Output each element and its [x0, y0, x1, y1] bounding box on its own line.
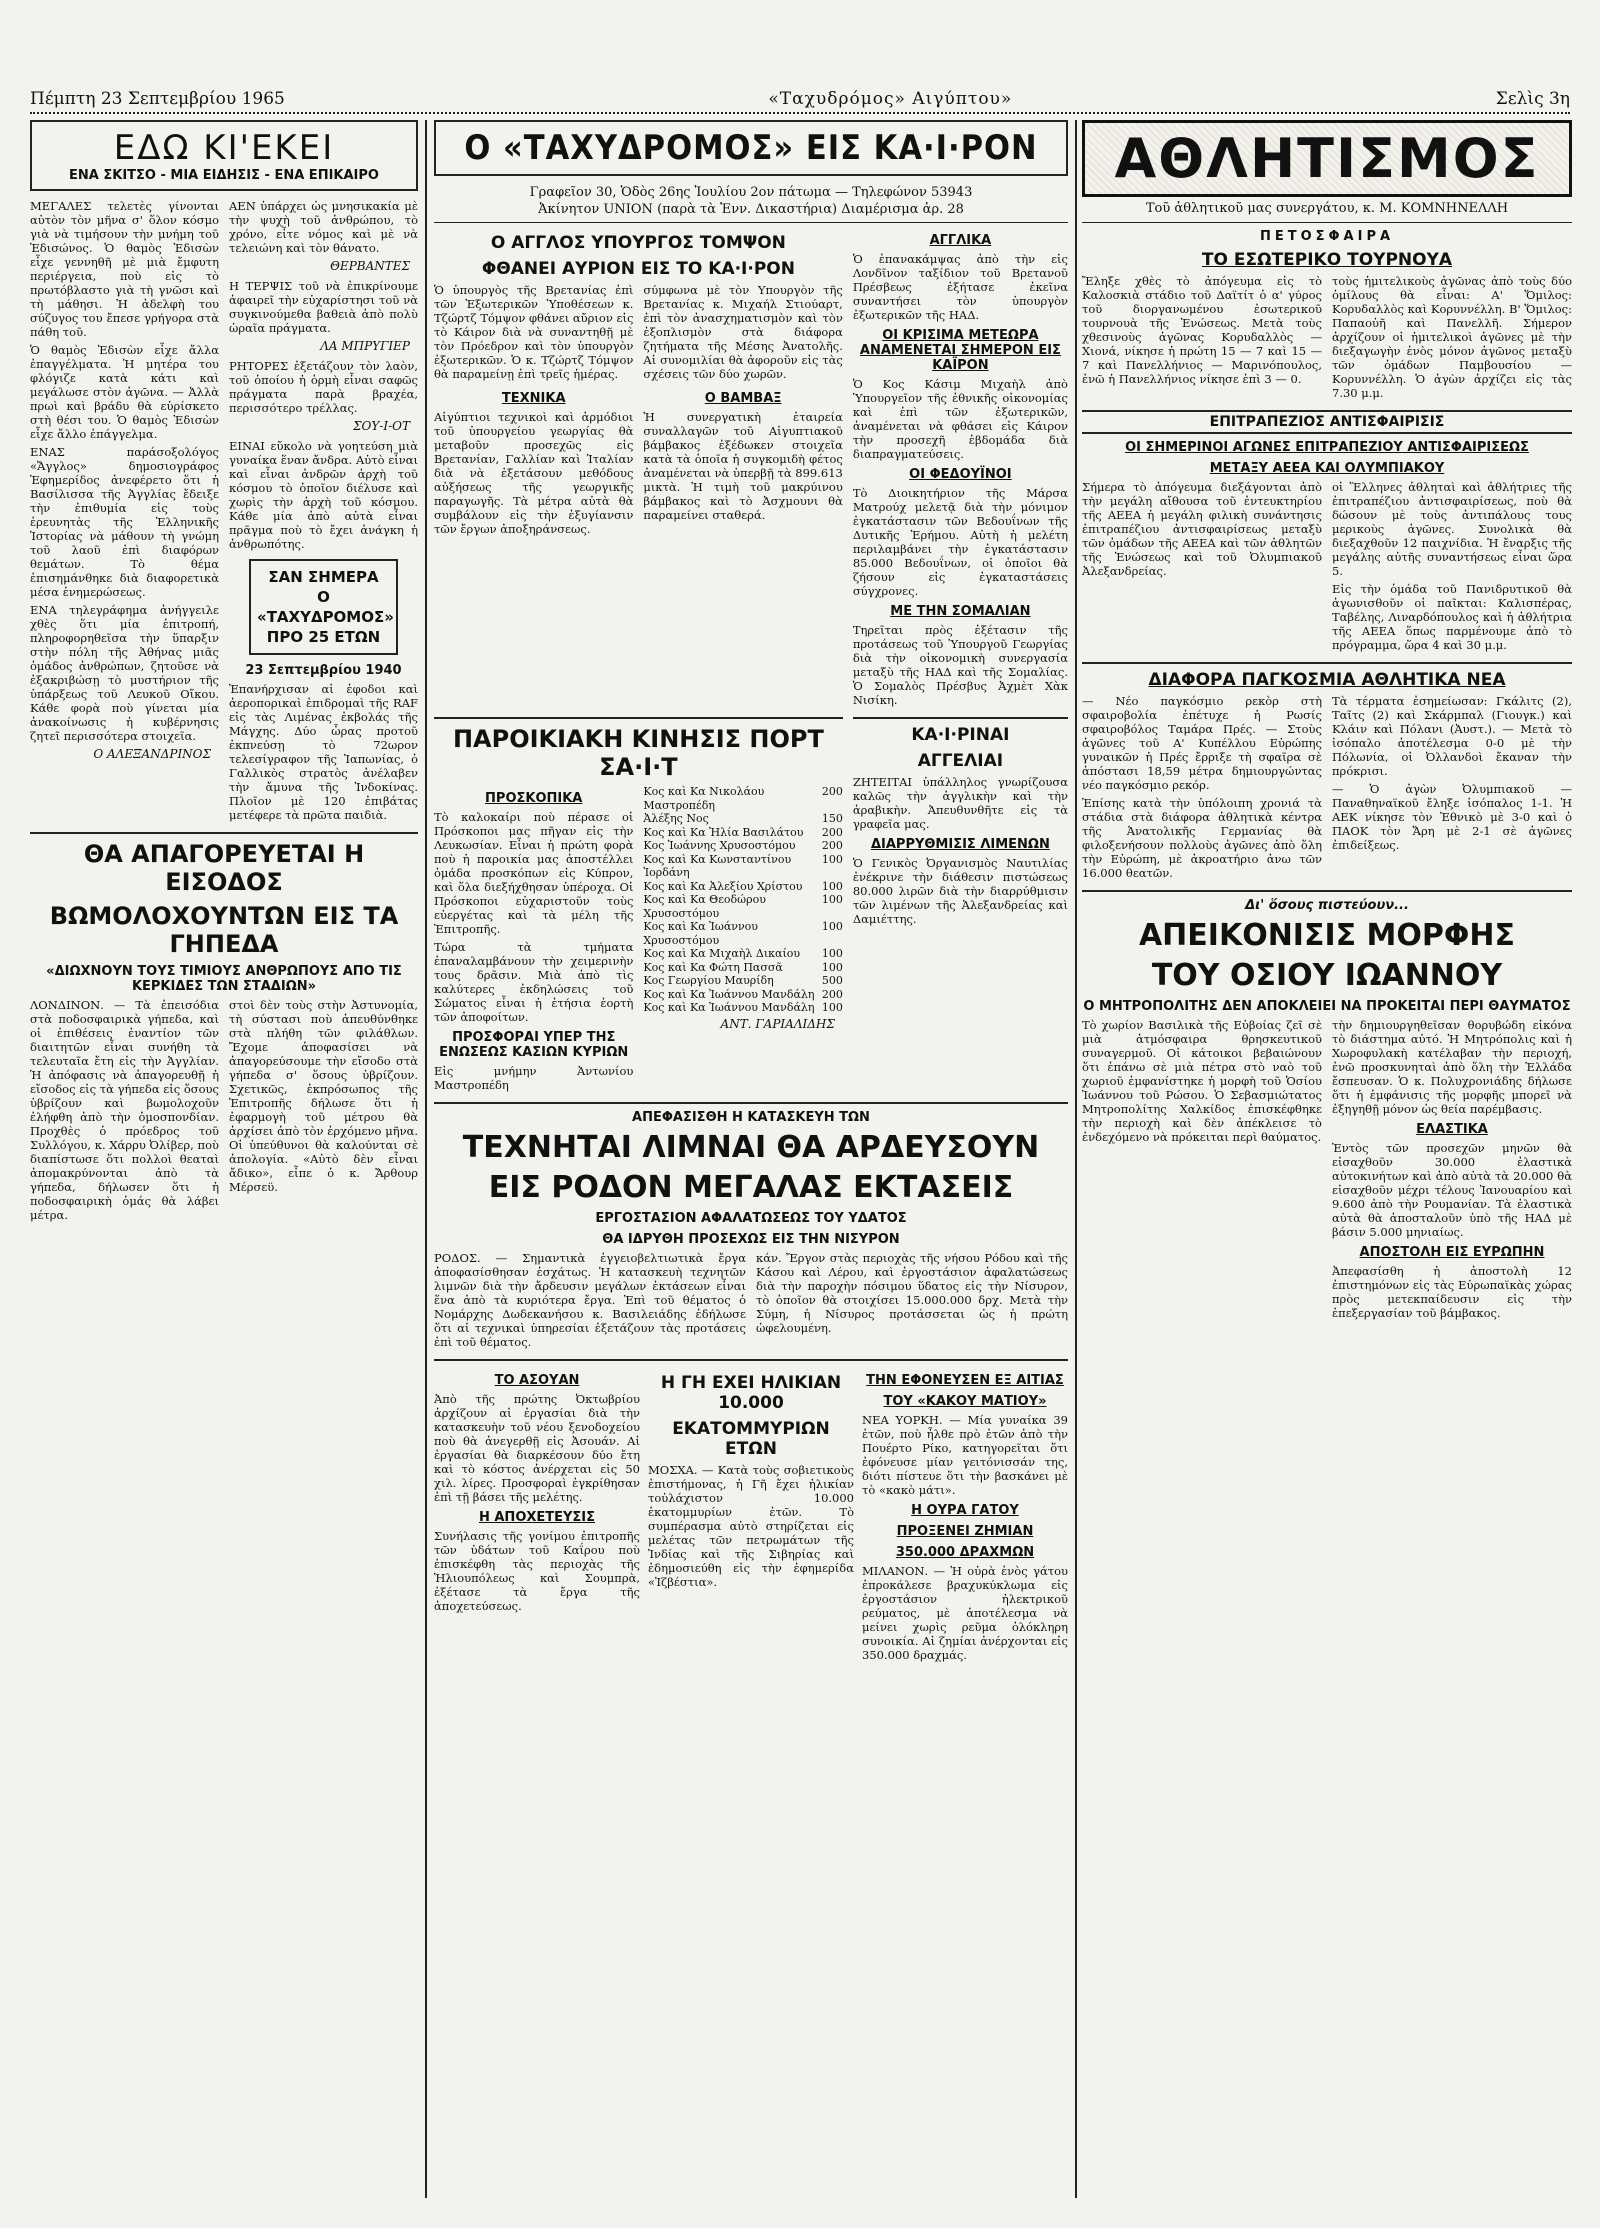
- angel-headline: Ο ΑΓΓΛΟΣ ΥΠΟΥΡΓΟΣ ΤΟΜΨΟΝ: [490, 233, 786, 253]
- section-rule: [434, 222, 1068, 223]
- donation-row: [643, 974, 842, 988]
- edo-paragraph: ΕΝΑ τηλεγράφημα ἀνήγγειλε χθὲς ὅτι μία ἐπιτροπή, πληροφορηθεῖσα τὴν ὕπαρξιν στὴν πόλη τῆς Ἀθήνας μιᾶς ὁμάδος ἀνθρώπων, ζητοῦσε νὰ ἐξακριβώσῃ τὸ μυστήριον τῆς ὑπάρξεως τοῦ Λευκοῦ Οἴκου. Κάθε φορὰ ποὺ γίνεται μία ἀνακοίνωσις ἡ κυβέρνησις ζητεῖ περισσότερα στοιχεῖα.: [30, 603, 219, 743]
- edo-paragraph: ΜΕΓΑΛΕΣ τελετὲς γίνονται αὐτὸν τὸν μῆνα σ' ὅλον κόσμο γιὰ νὰ τιμήσουν τὴν μνήμη τοῦ Ἐδισώνος. Ὁ θαμὸς Ἐδισὼν εἶχε γεννηθῆ μὲ μιὰ ἔμφυτη περιέργεια, ποὺ εἰς τὸ πρωτόβλαστο γιὰ τὴ γνῶσι καὶ τὴ μάθησι. Ἡ ἀδελφὴ του σύζυγος του ἔπεσε γρήγορα στὰ πάθη τοῦ.: [30, 199, 219, 339]
- anniversary-line: Ο «ΤΑΧΥΔΡΟΜΟΣ»: [257, 588, 394, 626]
- masthead-box: [434, 120, 1068, 176]
- top-news: [434, 227, 1068, 711]
- edo-body: [30, 199, 418, 826]
- miracle-text: Τὸ χωρίον Βασιλικὰ τῆς Εὐβοίας ζεῖ σὲ μιὰ ἀτμόσφαιρα θρησκευτικοῦ συναγερμοῦ. Οἱ κάτοικοι βεβαιώνουν ὅτι ἐπάνω σὲ μιὰ πέτρα στὸ ναὸ τοῦ χωριοῦ ἐμφανίστηκε ἡ μορφὴ τοῦ Ὁσίου Ἰωάννου τοῦ Ρώσου. Ὁ Σεβασμιώτατος Μητροπολίτης Χαλκίδος ἐπισκέφθηκε τὴν περιοχὴ καὶ δὲν ἀπέκλεισε τὸ ἐνδεχόμενο νὰ πρόκειται περὶ θαύματος.: [1082, 1018, 1322, 1144]
- athletics-masthead: ΑΘΛΗΤΙΣΜΟΣ: [1082, 120, 1572, 197]
- apoxeteusis-text: Συνήλασις τῆς γονίμου ἐπιτροπῆς τῶν ὑδάτων τοῦ Καΐρου ποὺ ἐπισκέφθη τὰς περιοχὰς τῆς Ἡλιουπόλεως καὶ Σουμπρὰ, ἐξέτασε τὰ ἔργα τῆς ἀποχετεύσεως.: [434, 1529, 640, 1613]
- angliki-headline: ΑΓΓΛΙΚΑ: [929, 233, 992, 248]
- donor-name: Κος καὶ Κα Μιχαὴλ Δικαίου: [643, 947, 801, 960]
- column-left: [30, 120, 418, 2198]
- donation-row: [643, 853, 842, 880]
- donation-amount: 100: [821, 879, 843, 893]
- gi-headline: ΕΚΑΤΟΜΜΥΡΙΩΝ ΕΤΩΝ: [672, 1419, 830, 1459]
- fedouini-text: Τὸ Διοικητήριον τῆς Μάρσα Ματρούχ μελετᾷ διὰ τὴν μόνιμον ἐγκατάστασιν τῶν Βεδουΐνων τῆς Δυτικῆς Ἐρήμου. Αὐτὴ ἡ μελέτη περιλαμβάνει τὴν ἐγκατάστασιν 85.000 Βεδουΐνων, οἱ ὁποῖοι θὰ ζήσουν εἰς ἐγκαταστάσεις σύγχρονες.: [852, 486, 1068, 598]
- edo-title: ΕΔΩ ΚΙ'ΕΚΕΙ: [113, 128, 335, 168]
- anniversary-date: 23 Σεπτεμβρίου 1940: [245, 663, 402, 678]
- donations-intro: Εἰς μνήμην Ἀντωνίου Μαστροπέδη: [434, 1064, 634, 1092]
- europe-text: Ἀπεφασίσθη ἡ ἀποστολὴ 12 ἐπιστημόνων εἰς τὰς Εὐρωπαϊκὰς χώρας πρὸς μετεκπαίδευσιν εἰς τὴν ἐπεξεργασίαν τοῦ βάμβακος.: [1332, 1264, 1572, 1320]
- donor-name: Κος καὶ Κα Ἰωάννου Μανδάλη: [643, 1001, 815, 1014]
- pingpong-body: [1082, 480, 1572, 656]
- donor-name: Κος καὶ Κα Ἰωάννου Μανδάλη: [643, 987, 815, 1001]
- somalia-text: Τηρεῖται πρὸς ἐξέτασιν τῆς προτάσεως τοῦ Ὑπουργοῦ Γεωργίας διὰ τὴν οἰκονομικὴ συνεργασία μεταξὺ τῆς ΗΑΔ καὶ τῆς Σομαλίας. Ὁ Σομαλὸς Πρέσβυς Ἀχμὲτ Χὰκ Νισίκη.: [852, 623, 1068, 707]
- miracle-kicker: Δι' ὅσους πιστεύουν...: [1245, 898, 1409, 913]
- donation-amount: 100: [821, 960, 843, 974]
- fonefsen-headline: ΤΗΝ ΕΦΟΝΕΥΣΕΝ ΕΞ ΑΙΤΙΑΣ: [866, 1373, 1064, 1388]
- anniversary-text: Ἐπανήρχισαν αἱ ἐφοδοι καὶ ἀεροπορικαὶ ἐπιδρομαὶ τῆς RAF εἰς τὰς Λιμένας ἐκβολάς τῆς Μάγχης. Δύο ὧρας προτοῦ ἐκπνεύσῃ τὸ 72ωρον τελεσίγραφον τῆς Ἰαπωνίας, ὁ Γαλλικὸς στρατὸς ἀνέλαβεν τὴν ἄμυνα τῆς Ἰνδοκίνας. Πλοῖον μὲ 120 ἐπιβάτας μετέφερε τὰ πρῶτα παιδιὰ.: [229, 682, 418, 822]
- column-rule: [425, 120, 427, 2198]
- vamvaki-headline: Ο ΒΑΜΒΑΞ: [704, 391, 782, 406]
- donation-row: [643, 880, 842, 894]
- krisima-headline: ΟΙ ΚΡΙΣΙΜΑ ΜΕΤΕΩΡΑ ΑΝΑΜΕΝΕΤΑΙ ΣΗΜΕΡΟΝ ΕΙΣ ΚΑΪΡΟΝ: [859, 328, 1061, 373]
- miracle-subheadline: Ο ΜΗΤΡΟΠΟΛΙΤΗΣ ΔΕΝ ΑΠΟΚΛΕΙΕΙ ΝΑ ΠΡΟΚΕΙΤΑΙ ΠΕΡΙ ΘΑΥΜΑΤΟΣ: [1083, 999, 1571, 1014]
- column-right: [1082, 120, 1572, 2198]
- gi-headline: Η ΓΗ ΕΧΕΙ ΗΛΙΚΙΑΝ 10.000: [660, 1373, 842, 1413]
- donation-row: [643, 988, 842, 1002]
- pingpong-text: οἱ Ἕλληνες ἀθληταὶ καὶ ἀθλήτριες τῆς ἐπιτραπέζιου ἀντισφαιρίσεως, ποὺ θὰ δώσουν μὲ τοὺς ἀντιπάλους τους μερικοὺς ἀγῶνες. Συνολικὰ θὰ διεξαχθοῦν 12 παιχνίδια. Ἡ ἔναρξις τῆς μεγάλης αὐτῆς συναντήσεως εἶναι ὥρα 5.: [1332, 480, 1572, 578]
- donation-list: [643, 785, 842, 1015]
- header-date: Πέμπτη 23 Σεπτεμβρίου 1965: [30, 89, 285, 109]
- angel-text: Ὁ ὑπουργὸς τῆς Βρετανίας ἐπὶ τῶν Ἐξωτερικῶν Ὑποθέσεων κ. Τζώρτζ Τόμψον φθάνει αὔριον εἰς τὸ Κάιρον διὰ νὰ συναντηθῇ μὲ τὸν Πρόεδρον καὶ τὸν ὑπουργὸν ἐξωτερικῶν. Ὁ κ. Τζώρτζ Τόμψον θὰ παραμείνῃ ἐπὶ τρεῖς ἡμέρας.: [434, 283, 634, 381]
- athletics-byline: Τοῦ ἀθλητικοῦ μας συνεργάτου, κ. Μ. ΚΟΜΝΗΝΕΛΛΗ: [1145, 201, 1509, 216]
- quote-paragraph: ΑΕΝ ὑπάρχει ὡς μνησικακία μὲ τὴν ψυχὴ τοῦ ἀνθρώπου, τὸ χρόνο, εἶτε νόμος καὶ μὲ νὰ τελειώνη καὶ τὸν θάνατο.: [229, 199, 418, 255]
- limnai-kicker: ΑΠΕΦΑΣΙΣΘΗ Η ΚΑΤΑΣΚΕΥΗ ΤΩΝ: [632, 1110, 870, 1125]
- section-rule: [30, 832, 418, 834]
- proskopika-headline: ΠΡΟΣΚΟΠΙΚΑ: [485, 791, 583, 806]
- world-text: — Ὁ ἀγὼν Ὀλυμπιακοῦ — Παναθηναϊκοῦ ἔληξε ἰσόπαλος 1-1. Ἡ ΑΕΚ νίκησε τὸν Ἐθνικὸ μὲ 3-0 καὶ ὁ ΠΑΟΚ τὸν Ἄρη μὲ 2-1 σὲ ἀγῶνες ἐπιδείξεως.: [1332, 782, 1572, 852]
- limnai-headline: ΤΕΧΝΗΤΑΙ ΛΙΜΝΑΙ ΘΑ ΑΡΔΕΥΣΟΥΝ: [462, 1130, 1040, 1165]
- gatos-text: ΜΙΛΑΝΟΝ. — Ἡ οὐρὰ ἑνὸς γάτου ἐπροκάλεσε βραχυκύκλωμα εἰς ἐργοστάσιον ἠλεκτρικοῦ ρεύματος, μὲ ἀποτέλεσμα νὰ μείνει χωρὶς ρεῦμα ὁλόκληρη συνοικία. Αἱ ζημίαι ἀνέρχονται εἰς 350.000 δραχμάς.: [862, 1564, 1068, 1662]
- column-rule: [1075, 120, 1077, 2198]
- football-body: [1082, 274, 1572, 404]
- miracle-text: τὴν δημιουργηθεῖσαν θορυβώδη εἰκόνα τὸ διάστημα αὐτό. Ἡ Μητρόπολις καὶ ἡ Χωροφυλακὴ κατέλαβαν τὴν περιοχή, ἐνῶ προσκυνηταὶ ἀπὸ ὅλη τὴν Ἑλλάδα ἔσπευσαν. Ὁ κ. Πολυχρονιάδης δήλωσε ὅτι ἡ ἐμφάνισις τῆς μορφῆς μπορεῖ νὰ ἐξηγηθῇ μόνον ὡς θεία παρέμβασις.: [1332, 1018, 1572, 1116]
- donation-row: [643, 839, 842, 853]
- quote-paragraph: Η ΤΕΡΨΙΣ τοῦ νὰ ἐπικρίνουμε ἀφαιρεῖ τὴν εὐχαρίστησι τοῦ νὰ συγκινούμεθα βαθειὰ ἀπὸ πολὺ ὡραῖα πράγματα.: [229, 279, 418, 335]
- donation-amount: 150: [821, 812, 843, 825]
- gatos-headline: ΠΡΟΞΕΝΕΙ ΖΗΜΙΑΝ: [896, 1524, 1034, 1539]
- donor-name: Κος καὶ Κα Ἀλεξίου Χρίστου: [643, 879, 803, 893]
- edo-header-box: [30, 120, 418, 191]
- vamvaki-text: Ἡ συνεργατικὴ ἑταιρεία συναλλαγῶν τοῦ Αἰγυπτιακοῦ βάμβακος ἐξέδωκεν στοιχεῖα κατὰ τὰ ὁποῖα ἡ συγκομιδὴ φέτος ἀναμένεται νὰ ὑπερβῇ τὰ 899.613 μικτὰ. Ἡ τιμὴ τοῦ μακρύινου βάμβακος καὶ τὸ Ἀσχμουνι θὰ παραμείνει σταθερά.: [643, 410, 843, 522]
- world-headline: ΔΙΑΦΟΡΑ ΠΑΓΚΟΣΜΙΑ ΑΘΛΗΤΙΚΑ ΝΕΑ: [1148, 670, 1506, 690]
- anniversary-box: [249, 559, 398, 655]
- pingpong-kicker: ΕΠΙΤΡΑΠΕΖΙΟΣ ΑΝΤΙΣΦΑΙΡΙΣΙΣ: [1082, 410, 1572, 434]
- donor-name: Κος καὶ Κα Νικολάου Μαστροπέδη: [643, 785, 765, 812]
- running-header: [30, 86, 1570, 114]
- donation-amount: 100: [821, 852, 843, 866]
- angel-text: σύμφωνα μὲ τὸν Υπουργὸν τῆς Βρετανίας κ. Μιχαήλ Στιούαρτ, ἐπὶ τὸν ἀνασχηματισμὸν καὶ τὸν ἐξοπλισμὸν στὰ διάφορα ζητήματα τῆς Μέσης Ἀνατολῆς. Αἱ συνομιλίαι θὰ ἀφοροῦν εἰς τὰς σχέσεις τῶν δύο χωρῶν.: [643, 283, 843, 381]
- edo-signature: Ο ΑΛΕΞΑΝΔΡΙΝΟΣ: [93, 747, 211, 761]
- donation-amount: 500: [821, 974, 843, 987]
- asouan-text: Ἀπὸ τῆς πρώτης Ὀκτωβρίου ἀρχίζουν αἱ ἐργασίαι διὰ τὴν κατασκευὴν τοῦ νέου ξενοδοχείου ποὺ θὰ ἀνεγερθῇ εἰς Ἀσουάν. Αἱ ἐργασίαι θὰ διαρκέσουν δύο ἔτη καὶ τὸ κόστος ἀνέρχεται εἰς 50 χιλ. λίρες. Προσφοραὶ ἐγκρίθησαν ἐπὶ τῇ βάσει τῆς μελέτης.: [434, 1392, 640, 1504]
- kairini-text: ΖΗΤΕΙΤΑΙ ὑπάλληλος γνωρίζουσα καλῶς τὴν ἀγγλικὴν καὶ τὴν ἀραβικὴν. Ἀπευθυνθῆτε εἰς τὰ γραφεῖα μας.: [852, 775, 1068, 831]
- donation-amount: 200: [821, 825, 843, 839]
- fedouini-headline: ΟΙ ΦΕΔΟΥΪΝΟΙ: [909, 467, 1012, 482]
- world-text: Ἐπίσης κατὰ τὴν ὑπόλοιπη χρονιά τὰ στάδια στὰ διάφορα ἀθλητικὰ κέντρα τῆς Ἀνατολικῆς Γερμανίας θὰ φιλοξενήσουν πολλοὺς ἀγῶνες ἀπὸ ὅλη τὴν Εὐρώπη, μὲ ἀκροατήριο ἀνω τῶν 16.000 θεατῶν.: [1082, 796, 1322, 880]
- donation-row: [643, 920, 842, 947]
- donor-name: Κος καὶ Κα Φώτη Πασσᾶ: [643, 960, 783, 974]
- donation-row: [643, 1001, 842, 1015]
- quote-author: ΣΟΥ-Ι-ΟΤ: [353, 419, 410, 433]
- bottom-news: [434, 1367, 1068, 1666]
- paroikiaki-headline: ΠΑΡΟΙΚΙΑΚΗ ΚΙΝΗΣΙΣ ΠΟΡΤ ΣΑ·Ι·Τ: [452, 725, 824, 781]
- football-headline: ΤΟ ΕΣΩΤΕΡΙΚΟ ΤΟΥΡΝΟΥΑ: [1201, 250, 1453, 270]
- column-center: [434, 120, 1068, 2198]
- donor-name: Κος καὶ Κα Ἠλία Βασιλάτου: [643, 825, 804, 839]
- quote-author: ΘΕΡΒΑΝΤΕΣ: [330, 259, 410, 273]
- stadium-subtitle: «ΔΙΩΧΝΟΥΝ ΤΟΥΣ ΤΙΜΙΟΥΣ ΑΝΘΡΩΠΟΥΣ ΑΠΟ ΤΙΣ ΚΕΡΚΙΔΕΣ ΤΩΝ ΣΤΑΔΙΩΝ»: [46, 964, 402, 994]
- pingpong-text: Εἰς τὴν ὁμάδα τοῦ Πανιδρυτικοῦ θὰ ἀγωνισθοῦν οἱ παῖκται: Καλισπέρας, Ταβέλης, Λιναρδόπουλος καὶ ἡ ἀθλήτρια τῆς ΑΕΕΑ ὅπως παρμένουμε ἀπὸ τὸ πρόγραμμα, ὥρα 4 καὶ 30 μ.μ.: [1332, 582, 1572, 652]
- anniversary-line: ΣΑΝ ΣΗΜΕΡΑ: [268, 568, 379, 586]
- krisima-text: Ὁ Κος Κάσιμ Μιχαὴλ ἀπὸ Ὑπουργεῖον τῆς ἐθνικῆς οἰκονομίας καὶ ἐπὶ τῶν ἐξωτερικῶν, ἀναμένεται νὰ φθάσει εἰς Κάιρον τὴν προσεχῆ ἑβδομάδα διὰ διαπραγματεύσεις.: [852, 377, 1068, 461]
- donation-amount: 200: [821, 785, 843, 798]
- donation-row: [643, 812, 842, 826]
- technika-headline: ΤΕΧΝΙΚΑ: [501, 391, 566, 406]
- limnai-body: [434, 1251, 1068, 1353]
- middle-news: [434, 711, 1068, 1096]
- pingpong-text: Σήμερα τὸ ἀπόγευμα διεξάγονται ἀπὸ τὴν μεγάλη αἴθουσα τοῦ ἐντευκτηρίου τῆς ΑΕΕΑ ἡ μεγάλη φιλικὴ συνάντησις ἐπιτραπέζιου ἀντισφαιρίσεως μεταξὺ τῶν ὁμάδων τῆς ΑΕΕΑ καὶ τῶν ἀθλητῶν τῆς Ἑνώσεως καὶ τοῦ Ὀλυμπιακοῦ Ἀλεξανδρείας.: [1082, 480, 1322, 578]
- limenes-headline: ΔΙΑΡΡΥΘΜΙΣΙΣ ΛΙΜΕΝΩΝ: [870, 837, 1050, 852]
- masthead-title: Ο «ΤΑΧΥΔΡΟΜΟΣ» ΕΙΣ ΚΑ·Ι·ΡΟΝ: [464, 128, 1038, 168]
- football-text: τοὺς ἡμιτελικοὺς ἀγῶνας ἀπὸ τοὺς δύο ὁμίλους θὰ εἶναι: Α' Ὅμιλος: Κορυδαλλὸς καὶ Κορυννέλλη. Β' Ὅμιλος: Παπαοὐῆ καὶ Πανελλῆ. Σήμερον ἀρχίζουν οἱ ἡμιτελικοὶ ἀγῶνες μὲ τὴν διεξαγωγὴν ἑνὸς μόνον ἀγῶνος μεταξὺ τῶν ὁμάδων Παμβουσίου — Κορυννέλλη. Ὁ ἀγὼν ἀρχίζει εἰς τὰς 7.30 μ.μ.: [1332, 274, 1572, 400]
- stadium-text: ΛΟΝΔΙΝΟΝ. — Τὰ ἐπεισόδια στὰ ποδοσφαιρικὰ γήπεδα, καὶ οἱ ἐπιθέσεις ἐναντίον τῶν διαιτητῶν εἶναι συνήθη τὰ τελευταῖα ἔτη εἰς τὴν Ἀγγλίαν. Ἡ ἀπόφασις νὰ ἀπαγορευθῇ ἡ εἴσοδος εἰς τὰ γήπεδα εἰς ὅσους ὑβρίζουν καὶ βωμολοχοῦν ἐλήφθη ἀπὸ τὴν ὁμοσπονδίαν. Προχθὲς ὁ πρόεδρος τοῦ Συλλόγου, κ. Χάρρυ Ὀλίβερ, ποὺ διαπίστωσε ὅτι πολλοὶ θεαταὶ ἀπομακρύνονται ἀπὸ τὰ γήπεδα, δήλωσεν ὅτι ἡ ποδοσφαιρικὴ ὁμάς θὰ λάβει μέτρα.: [30, 998, 219, 1222]
- limnai-subheadline: ΘΑ ΙΔΡΥΘΗ ΠΡΟΣΕΧΩΣ ΕΙΣ ΤΗΝ ΝΙΣΥΡΟΝ: [602, 1232, 900, 1247]
- quote-author: ΛΑ ΜΠΡΥΓΙΕΡ: [320, 339, 410, 353]
- kairini-headline: ΑΓΓΕΛΙΑΙ: [917, 751, 1004, 771]
- donation-row: [643, 785, 842, 812]
- masthead-address: Ἀκίνητον UNION (παρὰ τὰ Ἐνν. Δικαστήρια) Διαμέρισμα ἀρ. 28: [538, 202, 964, 217]
- donor-name: Κος Ἰωάννης Χρυσοστόμου: [643, 839, 796, 852]
- donor-name: Κος καὶ Κα Θεοδώρου Χρυσοστόμου: [643, 893, 766, 920]
- asouan-headline: ΤΟ ΑΣΟΥΑΝ: [494, 1373, 580, 1388]
- gatos-headline: Η ΟΥΡΑ ΓΑΤΟΥ: [911, 1503, 1019, 1518]
- football-text: Ἔληξε χθὲς τὸ ἀπόγευμα εἰς τὸ Καλοσκιὰ στάδιο τοῦ Δαϊτίτ ὁ α' γύρος τοῦ διοργανωμένου ἐσωτερικοῦ τουρνουὰ τῆς Ἑνώσεως. Μετὰ τοὺς χθεσινοὺς ἀγῶνας Κορυδαλλὸς — Χιονά, νίκησε ἡ πρώτη 15 — 7 καὶ 15 — 7 καὶ Πανελλήνιος — Μαρινόπουλος, ἐνῶ ἡ Πανελλήνιος νίκησε ἐπὶ 3 — 0.: [1082, 274, 1322, 386]
- angel-headline: ΦΘΑΝΕΙ ΑΥΡΙΟΝ ΕΙΣ ΤΟ ΚΑ·Ι·ΡΟΝ: [481, 259, 795, 279]
- stadium-headline: ΒΩΜΟΛΟΧΟΥΝΤΩΝ ΕΙΣ ΤΑ ΓΗΠΕΔΑ: [49, 902, 399, 958]
- stadium-headline: ΘΑ ΑΠΑΓΟΡΕΥΕΤΑΙ Η ΕΙΣΟΔΟΣ: [83, 840, 365, 896]
- limnai-subheadline: ΕΡΓΟΣΤΑΣΙΟΝ ΑΦΑΛΑΤΩΣΕΩΣ ΤΟΥ ΥΔΑΤΟΣ: [595, 1211, 907, 1226]
- donation-amount: 100: [821, 1001, 843, 1014]
- miracle-body: [1082, 1018, 1572, 1324]
- edo-subtitle: ΕΝΑ ΣΚΙΤΣΟ - ΜΙΑ ΕΙΔΗΣΙΣ - ΕΝΑ ΕΠΙΚΑΙΡΟ: [69, 168, 379, 183]
- limnai-text: ΡΟΔΟΣ. — Σημαντικὰ ἐγγειοβελτιωτικὰ ἔργα ἀποφασίσθησαν ἐσχάτως. Ἡ κατασκευὴ τεχνητῶν λιμνῶν διὰ τὴν ἄρδευσιν μεγάλων ἐκτάσεων εἶναι ἕνα ἀπὸ τὰ κυριότερα ἔργα. Ἐπὶ τοῦ θέματος ὁ Νομάρχης Δωδεκανήσου κ. Βασιλειάδης ἐδήλωσε ὅτι αἱ τεχνικαὶ ὑπηρεσίαι ἐξετάζουν τὰς προτάσεις ἐπὶ τοῦ θέματος.: [434, 1251, 746, 1349]
- limnai-text: κάν. Ἔργον στὰς περιοχὰς τῆς νήσου Ρόδου καὶ τῆς Κάσου καὶ Λέρου, καὶ ἐργοστάσιον ἀφαλατώσεως διὰ τὴν παροχὴν πόσιμου ὕδατος εἰς τὴν Νίσυρον, τὸ ὁποῖον θὰ στοιχίσει 15.000.000 δρχ. Μετὰ τὴν Σύμη, ἡ Νίσυρος προτάσσεται ὡς ἡ πρώτη ὠφελουμένη.: [756, 1251, 1068, 1335]
- donation-row: [643, 893, 842, 920]
- edo-paragraph: Ὁ θαμὸς Ἐδισὼν εἶχε ἄλλα ἐπαγγέλματα. Ἡ μητέρα του φλόγιζε κατὰ κάτι καὶ μεγάλωσε στὸν ἀγῶνα. — Ἀλλὰ πρωὶ καὶ βράδυ θὰ εὑρίσκετο στὴ θέσι του. Ὁ θαμὸς Ἐδισὼν εἶχε ἄλλο ἐπάγγελμα.: [30, 343, 219, 441]
- apoxeteusis-headline: Η ΑΠΟΧΕΤΕΥΣΙΣ: [478, 1510, 596, 1525]
- anniversary-line: ΠΡΟ 25 ΕΤΩΝ: [266, 628, 381, 646]
- header-paper-name: «Ταχυδρόμος» Αιγύπτου»: [768, 89, 1013, 109]
- world-body: [1082, 694, 1572, 884]
- football-kicker: ΠΕΤΟΣΦΑΙΡΑ: [1259, 229, 1395, 244]
- donation-amount: 100: [821, 893, 843, 906]
- somalia-headline: ΜΕ ΤΗΝ ΣΟΜΑΛΙΑΝ: [890, 604, 1031, 619]
- donor-name: Κος καὶ Κα Κωνσταντίνου Ἰορδάνη: [643, 852, 792, 879]
- gi-text: ΜΟΣΧΑ. — Κατὰ τοὺς σοβιετικοὺς ἐπιστήμονας, ἡ Γῆ ἔχει ἡλικίαν τοὐλάχιστον 10.000 ἑκατομμυρίων ἐτῶν. Τὸ συμπέρασμα αὐτὸ στηρίζεται εἰς μελέτας τῶν πετρωμάτων τῆς Ἰνδίας καὶ τῆς Σιβηρίας καὶ ἐδημοσιεύθη εἰς τὴν ἐφημερίδα «Ἰζβέστια».: [648, 1463, 854, 1589]
- elastika-text: Ἐντὸς τῶν προσεχῶν μηνῶν θὰ εἰσαχθοῦν 30.000 ἐλαστικὰ αὐτοκινήτων καὶ ἀπὸ αὐτὰ τὰ 20.000 θὰ εἰσαχθοῦν μέχρι τέλους Ἰανουαρίου καὶ 9.600 ἀπὸ τὴν Ρουμανίαν. Τὰ ἐλαστικὰ αὐτὰ θὰ ἀποσταλοῦν ὑπὸ τῆς ΗΑΔ μὲ βάσιν 5.000 μηνιαίως.: [1332, 1141, 1572, 1239]
- header-page-number: Σελὶς 3η: [1495, 89, 1570, 109]
- donor-name: Κος καὶ Κα Ἰωάννου Χρυσοστόμου: [643, 920, 758, 947]
- donation-amount: 100: [821, 920, 843, 933]
- donations-headline: ΠΡΟΣΦΟΡΑΙ ΥΠΕΡ ΤΗΣ ΕΝΩΣΕΩΣ ΚΑΣΙΩΝ ΚΥΡΙΩΝ: [439, 1030, 629, 1060]
- masthead-address: Γραφεῖον 30, Ὁδὸς 26ης Ἰουλίου 2ον πάτωμα — Τηλεφώνον 53943: [529, 185, 973, 200]
- edo-paragraph: ΕΝΑΣ παράσοξολόγος «Ἄγγλος» δημοσιογράφος Ἐφημερίδος ἀνεφέρετο ὅτι ἡ Βασίλισσα τῆς Ἀγγλίας ἔδειξε τὴν ἐπιθυμία εἰς τοὺς ἐρευνητὰς τῆς Ἐλληνικῆς Ἱστορίας νὰ μάθουν τὴ γνώμη τοῦ λαοῦ ἐπὶ διαφόρων θεμάτων. Τὸ θέμα ἐπισημάνθηκε διὰ διαφορετικὰ μέσα ἐνημερώσεως.: [30, 445, 219, 599]
- donation-signature: ΑΝΤ. ΓΑΡΙΑΛΙΔΗΣ: [720, 1016, 835, 1031]
- donation-amount: 200: [821, 987, 843, 1001]
- world-text: Τὰ τέρματα ἐσημείωσαν: Γκάλιτς (2), Ταῖτς (2) καὶ Σκάρμπαλ (Γιουγκ.) καὶ Κλάιν καὶ Πόλανι (Ἀυστ.). — Μετὰ τὸ ἰσόπαλο ἀποτέλεσμα 0-0 μὲ τὴν Πόλωνία, οἱ Ὀλλανδοὶ ἔκαναν τὴν πρόκρισι.: [1332, 694, 1572, 778]
- donor-name: Ἀλέξης Νος: [643, 812, 709, 825]
- miracle-headline: ΑΠΕΙΚΟΝΙΣΙΣ ΜΟΡΦΗΣ: [1138, 918, 1516, 953]
- kairini-headline: ΚΑ·Ι·ΡΙΝΑΙ: [911, 725, 1010, 745]
- donation-row: [643, 947, 842, 961]
- quote-paragraph: ΕΙΝΑΙ εὔκολο νὰ γοητεύση μιὰ γυναίκα ἕναν ἄνδρα. Αὐτὸ εἶναι καὶ εἶναι ἀνδρῶν ἀρχὴ τοῦ κόσμου τὸ ὁποῖον διέλυσε καὶ χωρὶς τὴν ἀρχὴ τοῦ κόσμου. Κάθε μία ἀπὸ αὐτὰ εἶναι πρᾶγμα ποὺ τὸ ἔχει ἀνάγκη ἡ ἀνθρωπότης.: [229, 439, 418, 551]
- world-text: — Νέο παγκόσμιο ρεκὸρ στὴ σφαιροβολία ἐπέτυχε ἡ Ρωσίς σφαιροβόλος Ταμάρα Πρές. — Στοὺς ἀγῶνες τοῦ Α' Κυπέλλου Εὐρώπης γυναικῶν ἡ Πρές ἔρριξε τὴ σφαῖρα σὲ ἀπόστασι 18,59 μέτρα δημιουργώντας νέο παγκόσμιο ρεκόρ.: [1082, 694, 1322, 792]
- pingpong-headline: ΟΙ ΣΗΜΕΡΙΝΟΙ ΑΓΩΝΕΣ ΕΠΙΤΡΑΠΕΖΙΟΥ ΑΝΤΙΣΦΑΙΡΙΣΕΩΣ: [1125, 440, 1529, 455]
- elastika-headline: ΕΛΑΣΤΙΚΑ: [1416, 1122, 1488, 1137]
- limenes-text: Ὁ Γενικὸς Ὀργανισμὸς Ναυτιλίας ἐνέκρινε τὴν διάθεσιν πιστώσεως 80.000 λιρῶν διὰ τὴν διαρρύθμισιν τῶν λιμένων τῆς Ἀλεξανδρείας καὶ Δαμιέττης.: [852, 856, 1068, 926]
- stadium-body: [30, 998, 418, 1226]
- stadium-text: στοὶ δὲν τοὺς στὴν Ἀστυνομία, τὴ σύστασι ποὺ ἀπευθύνθηκε στὰ πλήθη τῶν φιλάθλων. Ἔχομε ἀποφασίσει νὰ ἀπαγορεύσουμε τὴν εἴσοδο στὰ γήπεδα σ' ὅσους ὑβρίζουν. Σχετικῶς, ἐκπρόσωπος τῆς Ἐπιτροπῆς δήλωσε ὅτι ἡ ἐφαρμογὴ τοῦ μέτρου θὰ ἀρχίσει ἀπὸ τὸν ἐρχόμενο μῆνα. Οἱ ὑπεύθυνοι θὰ καλούνται σὲ ἀπολογία. «Αὐτὸ δὲν εἶναι ἄδικο», εἶπε ὁ κ. Ἄρθουρ Μέρσεϋ.: [229, 998, 418, 1194]
- paroikiaki-text: Τώρα τὰ τμήματα ἐπαναλαμβάνουν τὴν χειμερινὴν τους δρᾶσιν. Μιὰ ἀπὸ τὶς καλύτερες ἐκδηλώσεις τοῦ Σώματος εἶναι ἡ ἐτήσια ἑορτὴ τῶν ἀποφοίτων.: [434, 940, 634, 1024]
- technika-text: Αἰγύπτιοι τεχνικοὶ καὶ ἀρμόδιοι τοῦ ὑπουργείου γεωργίας θὰ μεταβοῦν προσεχῶς εἰς Βρετανίαν, Γαλλίαν καὶ Ἰταλίαν διὰ νὰ ἐξετάσουν μεθόδους αὐξήσεως τῆς γεωργικῆς παραγωγῆς. Τὰ μέτρα αὐτὰ θὰ συμβάλουν εἰς τὴν ἐξυγίανσιν τῶν ἔργων ἀποξηράνσεως.: [434, 410, 634, 536]
- donation-amount: 200: [821, 839, 843, 852]
- fonefsen-text: ΝΕΑ ΥΟΡΚΗ. — Μία γυναίκα 39 ἐτῶν, ποὺ ἦλθε πρὸ ἐτῶν ἀπὸ τὴν Πουέρτο Ρίκο, κατηγορεῖται ὅτι ἐφόνευσε μίαν γειτόνισσάν της, διότι πίστευε ὅτι τὴν βασκάνει μὲ τὸ «κακὸ μάτι».: [862, 1413, 1068, 1497]
- limnai-headline: ΕΙΣ ΡΟΔΟΝ ΜΕΓΑΛΑΣ ΕΚΤΑΣΕΙΣ: [488, 1170, 1014, 1205]
- donation-amount: 100: [821, 947, 843, 960]
- quote-paragraph: ΡΗΤΟΡΕΣ ἐξετάζουν τὸν λαὸν, τοῦ ὁποίου ἡ ὁρμὴ εἶναι σαφῶς πράγματα παρὰ βραχέα, περισσότερο τρέλλας.: [229, 359, 418, 415]
- donation-row: [643, 961, 842, 975]
- paroikiaki-text: Τὸ καλοκαίρι ποὺ πέρασε οἱ Πρόσκοποι μας πῆγαν εἰς τὴν Λευκωσίαν. Εἶναι ἡ πρώτη φορὰ ποὺ ἡ παροικία μας ἀποστέλλει ὁμάδα προσκόπων εἰς Κύπρον, καὶ ὅλα διεξήχθησαν ὑπέροχα. Οἱ Πρόσκοποι εὐχαριστοῦν τοὺς εὐεργέτας καὶ τὰ μέλη τῆς Ἐπιτροπῆς.: [434, 810, 634, 936]
- fonefsen-headline: ΤΟΥ «ΚΑΚΟΥ ΜΑΤΙΟΥ»: [883, 1394, 1047, 1409]
- donation-row: [643, 826, 842, 840]
- europe-headline: ΑΠΟΣΤΟΛΗ ΕΙΣ ΕΥΡΩΠΗΝ: [1359, 1245, 1545, 1260]
- miracle-headline: ΤΟΥ ΟΣΙΟΥ ΙΩΑΝΝΟΥ: [1151, 958, 1503, 993]
- gatos-headline: 350.000 ΔΡΑΧΜΩΝ: [895, 1545, 1035, 1560]
- pingpong-headline: ΜΕΤΑΞΥ ΑΕΕΑ ΚΑΙ ΟΛΥΜΠΙΑΚΟΥ: [1209, 461, 1445, 476]
- donor-name: Κος Γεωργίου Μαυρίδη: [643, 974, 774, 987]
- angliki-text: Ὁ ἐπανακάμψας ἀπὸ τὴν εἰς Λονδῖνον ταξίδιον τοῦ Βρετανοῦ Πρέσβεως ἐξήτασε ἐκεῖνα συναντήσει τὸν ὑπουργὸν ἐξωτερικῶν τῆς ΗΑΔ.: [852, 252, 1068, 322]
